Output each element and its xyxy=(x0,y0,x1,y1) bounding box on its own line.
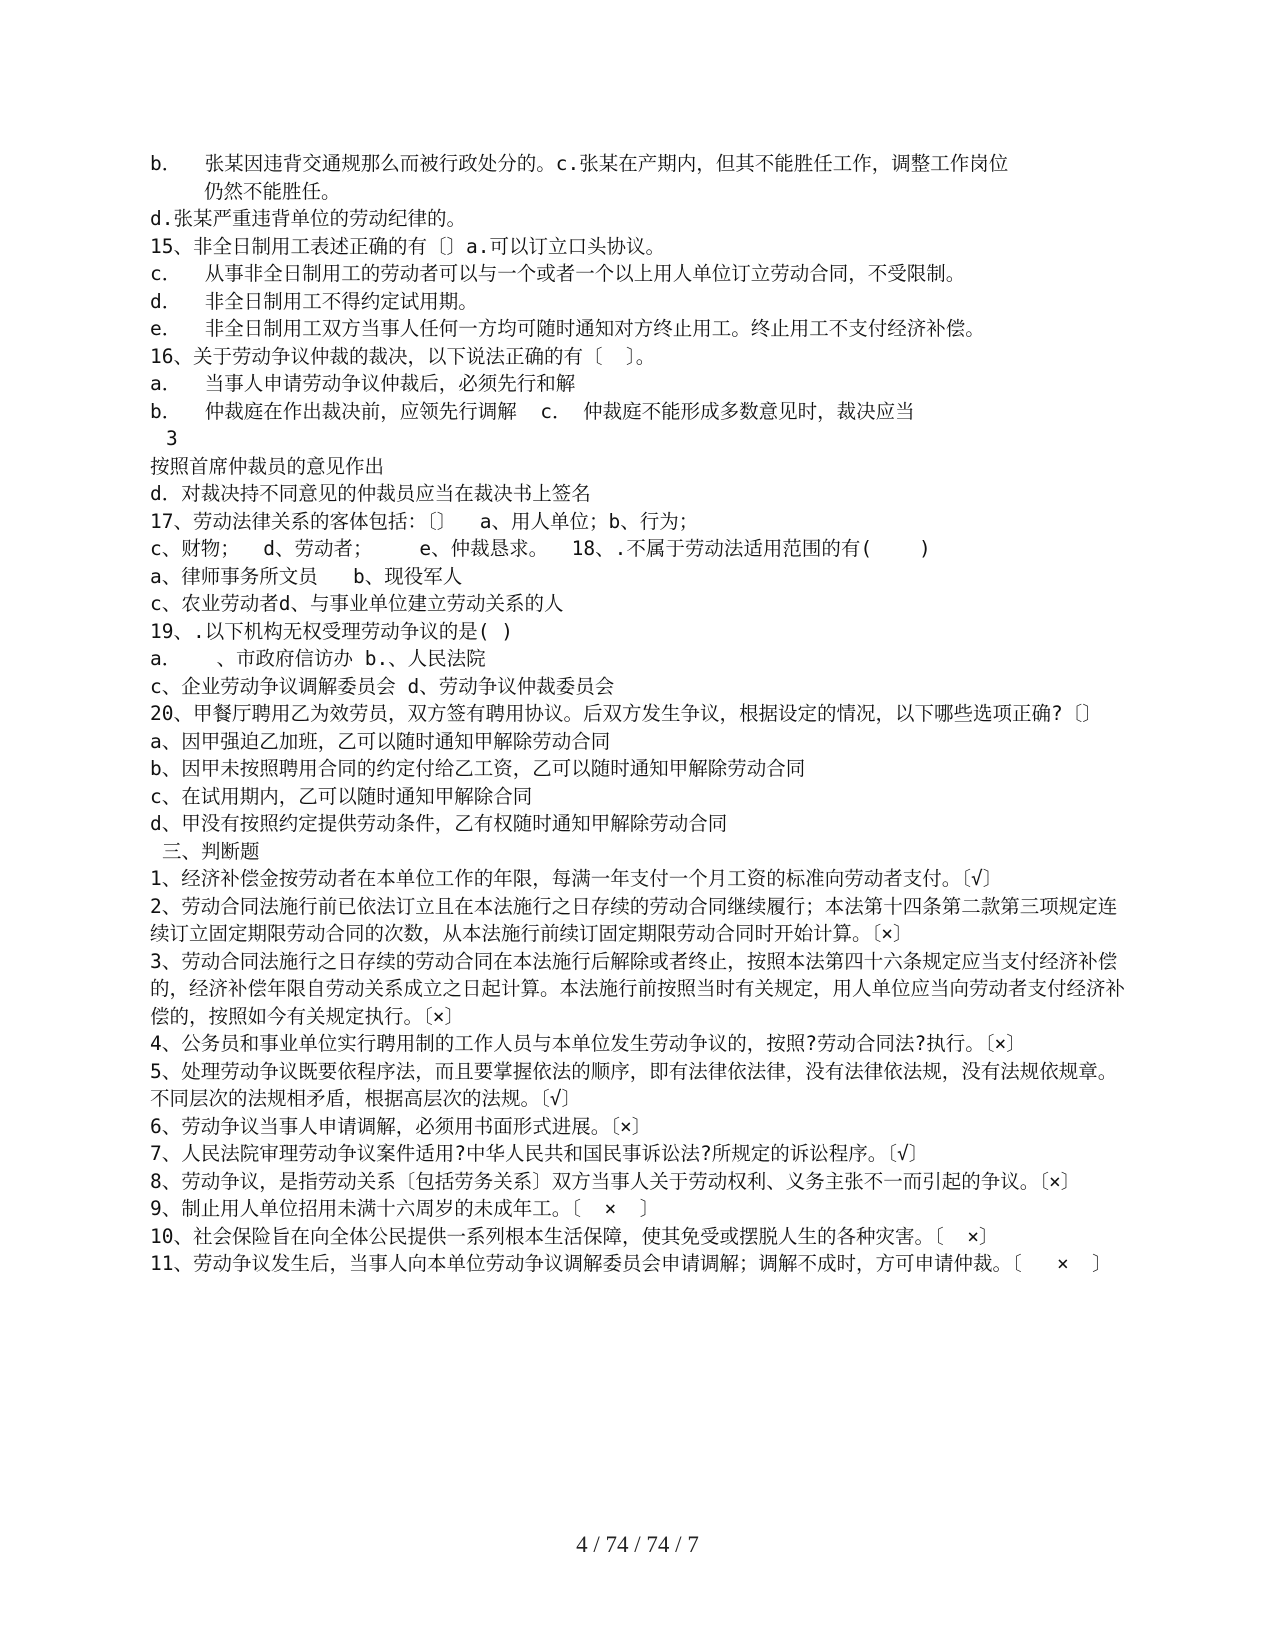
judgment-5: 5、处理劳动争议既要依程序法，而且要掌握依法的顺序，即有法律依法律，没有法律依法规，没有法规依规章。不同层次的法规相矛盾，根据高层次的法规。〔√〕 xyxy=(150,1059,1118,1110)
question-19-options: a． 、市政府信访办 b.、人民法院 xyxy=(150,647,486,670)
judgment-10: 10、社会保险旨在向全体公民提供一系列根本生活保障，使其免受或摆脱人生的各种灾害。〔 ×〕 xyxy=(150,1224,999,1248)
judgment-4: 4、公务员和事业单位实行聘用制的工作人员与本单位发生劳动争议的，按照?劳动合同法?执行。〔×〕 xyxy=(150,1032,1026,1055)
question-20-option-c: c、在试用期内，乙可以随时通知甲解除合同 xyxy=(150,784,533,808)
judgment-2: 2、劳动合同法施行前已依法订立且在本法施行之日存续的劳动合同继续履行；本法第十四条第二款第三项规定连续订立固定期限劳动合同的次数，从本法施行前续订固定期限劳动合同时开始计算。〔×〕 xyxy=(150,894,1118,945)
page-footer: 4 / 74 / 74 / 7 xyxy=(576,1532,699,1557)
question-15: 15、非全日制用工表述正确的有〔〕a.可以订立口头协议。 xyxy=(150,234,665,258)
question-20: 20、甲餐厅聘用乙为效劳员，双方签有聘用协议。后双方发生争议，根据设定的情况，以下哪些选项正确?〔〕 xyxy=(150,702,1102,725)
judgment-8: 8、劳动争议，是指劳动关系〔包括劳务关系〕双方当事人关于劳动权利、义务主张不一而引起的争议。〔×〕 xyxy=(150,1169,1081,1193)
judgment-6: 6、劳动争议当事人申请调解，必须用书面形式进展。〔×〕 xyxy=(150,1114,652,1138)
option-e: e． 非全日制用工双方当事人任何一方均可随时通知对方终止用工。终止用工不支付经济补偿。 xyxy=(150,317,985,340)
question-18-options: c、农业劳动者d、与事业单位建立劳动关系的人 xyxy=(150,592,564,615)
text-line: 按照首席仲裁员的意见作出 xyxy=(150,454,385,478)
question-17-18: c、财物； d、劳动者； e、仲裁恳求。 18、.不属于劳动法适用范围的有( ) xyxy=(150,537,931,560)
option-d: d．对裁决持不同意见的仲裁员应当在裁决书上签名 xyxy=(150,482,591,505)
page-marker: 3 xyxy=(166,427,178,450)
question-20-option-d: d、甲没有按照约定提供劳动条件，乙有权随时通知甲解除劳动合同 xyxy=(150,812,728,835)
text-line: b． 张某因违背交通规那么而被行政处分的。c.张某在产期内，但其不能胜任工作，调整工作岗位 xyxy=(150,152,1009,175)
question-20-option-a: a、因甲强迫乙加班，乙可以随时通知甲解除劳动合同 xyxy=(150,729,611,753)
option-c: c． 从事非全日制用工的劳动者可以与一个或者一个以上用人单位订立劳动合同，不受限制。 xyxy=(150,262,966,285)
judgment-7: 7、人民法院审理劳动争议案件适用?中华人民共和国民事诉讼法?所规定的诉讼程序。〔√〕 xyxy=(150,1142,929,1165)
question-16: 16、关于劳动争议仲裁的裁决，以下说法正确的有〔 〕。 xyxy=(150,344,656,368)
question-19-options: c、企业劳动争议调解委员会 d、劳动争议仲裁委员会 xyxy=(150,674,615,698)
judgment-1: 1、经济补偿金按劳动者在本单位工作的年限，每满一年支付一个月工资的标准向劳动者支付。〔√〕 xyxy=(150,867,1003,890)
text-line: d.张某严重违背单位的劳动纪律的。 xyxy=(150,207,466,230)
document-body xyxy=(150,150,1130,1278)
question-17: 17、劳动法律关系的客体包括：〔〕 a、用人单位；b、行为； xyxy=(150,509,699,533)
option-d: d． 非全日制用工不得约定试用期。 xyxy=(150,289,478,313)
section-heading: 三、判断题 xyxy=(162,839,260,863)
question-20-option-b: b、因甲未按照聘用合同的约定付给乙工资，乙可以随时通知甲解除劳动合同 xyxy=(150,757,806,780)
question-19: 19、.以下机构无权受理劳动争议的是( ) xyxy=(150,619,513,643)
option-a: a． 当事人申请劳动争议仲裁后，必须先行和解 xyxy=(150,372,576,395)
text-line: 仍然不能胜任。 xyxy=(204,179,341,203)
judgment-11: 11、劳动争议发生后，当事人向本单位劳动争议调解委员会申请调解；调解不成时，方可申请仲裁。〔 × 〕 xyxy=(150,1252,1112,1275)
judgment-3: 3、劳动合同法施行之日存续的劳动合同在本法施行后解除或者终止，按照本法第四十六条规定应当支付经济补偿的，经济补偿年限自劳动关系成立之日起计算。本法施行前按照当时有关规定，用人单位应当向劳动者支付经济补偿的，按照如今有关规定执行。〔×〕 xyxy=(150,949,1126,1028)
question-18-options: a、律师事务所文员 b、现役军人 xyxy=(150,564,463,588)
judgment-9: 9、制止用人单位招用未满十六周岁的未成年工。〔 × 〕 xyxy=(150,1197,660,1220)
option-b-c: b． 仲裁庭在作出裁决前，应领先行调解 c． 仲裁庭不能形成多数意见时，裁决应当 xyxy=(150,399,915,423)
